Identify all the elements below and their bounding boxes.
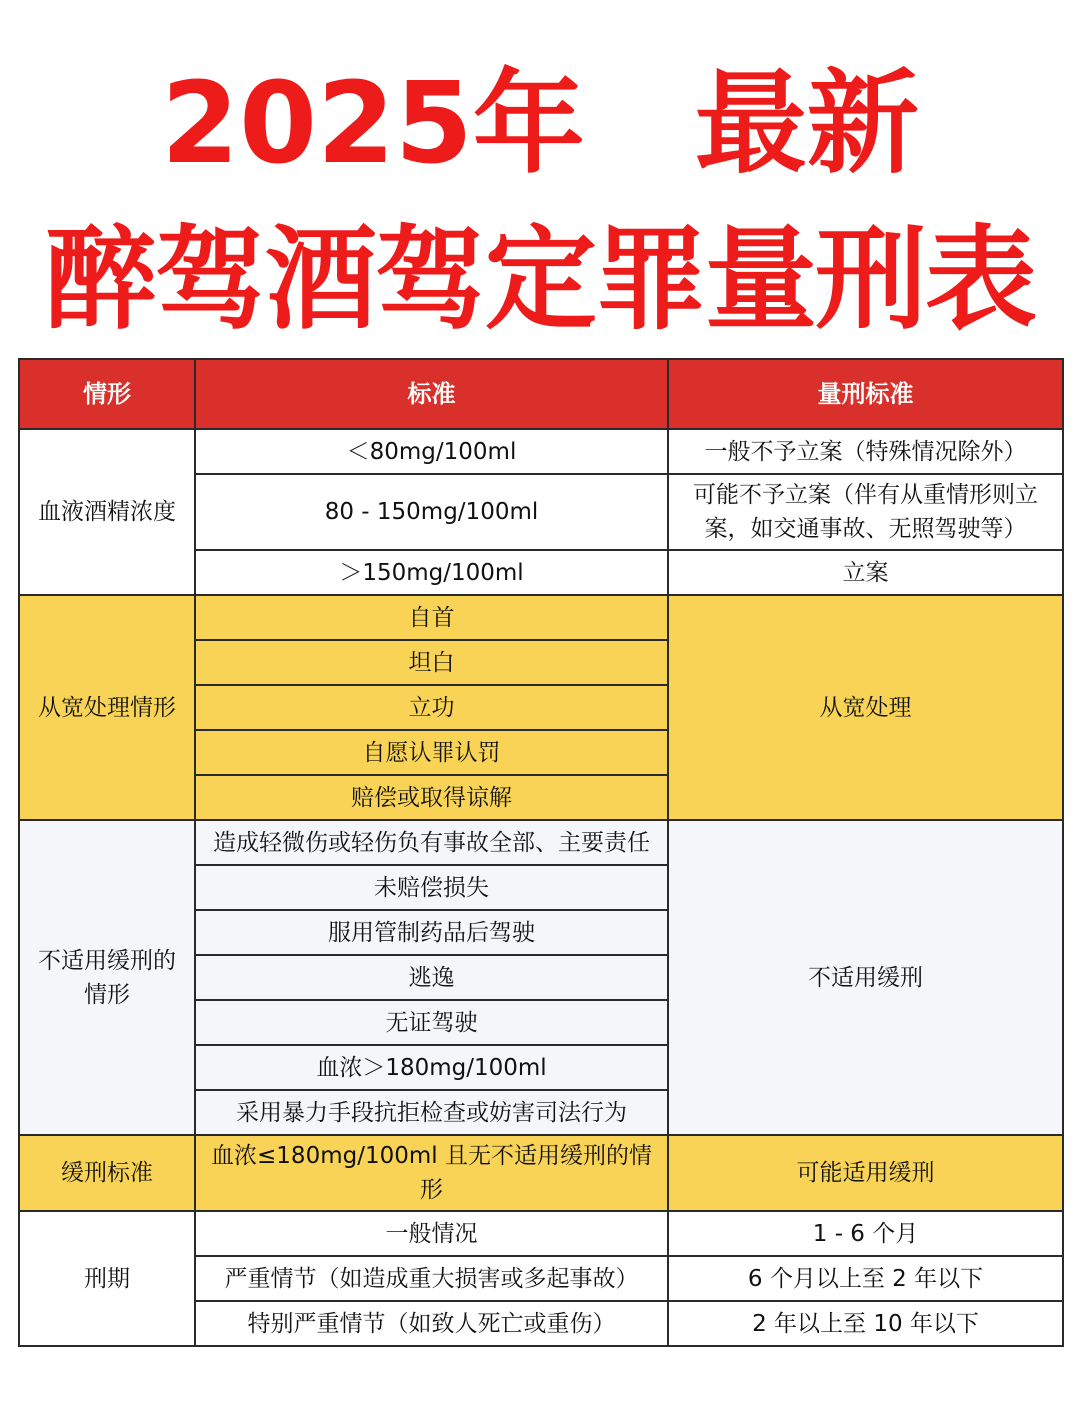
standard-cell: 立功 bbox=[195, 685, 668, 730]
table-row bbox=[19, 429, 1063, 474]
sentence-cell: 从宽处理 bbox=[668, 595, 1063, 820]
table-row bbox=[19, 1211, 1063, 1256]
standard-cell: ＞150mg/100ml bbox=[195, 550, 668, 595]
standard-cell: 自愿认罪认罚 bbox=[195, 730, 668, 775]
sentence-cell: 可能适用缓刑 bbox=[668, 1135, 1063, 1211]
table-row bbox=[19, 1135, 1063, 1211]
standard-cell: 造成轻微伤或轻伤负有事故全部、主要责任 bbox=[195, 820, 668, 865]
standard-cell: 未赔偿损失 bbox=[195, 865, 668, 910]
standard-cell: ＜80mg/100ml bbox=[195, 429, 668, 474]
standard-cell: 服用管制药品后驾驶 bbox=[195, 910, 668, 955]
page-title-line-1 bbox=[0, 59, 1080, 189]
standard-cell: 采用暴力手段抗拒检查或妨害司法行为 bbox=[195, 1090, 668, 1135]
category-cell: 血液酒精浓度 bbox=[19, 429, 195, 595]
standard-cell: 逃逸 bbox=[195, 955, 668, 1000]
standard-cell: 赔偿或取得谅解 bbox=[195, 775, 668, 820]
standard-cell: 特别严重情节（如致人死亡或重伤） bbox=[195, 1301, 668, 1346]
table-row bbox=[19, 595, 1063, 640]
sentence-cell: 不适用缓刑 bbox=[668, 820, 1063, 1135]
standard-cell: 血浓＞180mg/100ml bbox=[195, 1045, 668, 1090]
category-cell: 从宽处理情形 bbox=[19, 595, 195, 820]
standard-cell: 80 - 150mg/100ml bbox=[195, 474, 668, 550]
category-cell: 不适用缓刑的情形 bbox=[19, 820, 195, 1135]
header-sentence: 量刑标准 bbox=[668, 359, 1063, 429]
sentence-cell: 6 个月以上至 2 年以下 bbox=[668, 1256, 1063, 1301]
table-header-row bbox=[19, 359, 1063, 429]
title-newest: 最新 bbox=[694, 59, 919, 189]
table-row bbox=[19, 820, 1063, 865]
sentence-cell: 2 年以上至 10 年以下 bbox=[668, 1301, 1063, 1346]
sentence-cell: 一般不予立案（特殊情况除外） bbox=[668, 429, 1063, 474]
page-title-line-2: 醉驾酒驾定罪量刑表 bbox=[45, 215, 1035, 345]
standard-cell: 自首 bbox=[195, 595, 668, 640]
standard-cell: 无证驾驶 bbox=[195, 1000, 668, 1045]
title-year: 2025年 bbox=[161, 59, 585, 189]
category-cell: 缓刑标准 bbox=[19, 1135, 195, 1211]
standard-cell: 严重情节（如造成重大损害或多起事故） bbox=[195, 1256, 668, 1301]
header-situation: 情形 bbox=[19, 359, 195, 429]
standard-cell: 血浓≤180mg/100ml 且无不适用缓刑的情形 bbox=[195, 1135, 668, 1211]
sentence-cell: 可能不予立案（伴有从重情形则立案，如交通事故、无照驾驶等） bbox=[668, 474, 1063, 550]
sentence-cell: 1 - 6 个月 bbox=[668, 1211, 1063, 1256]
category-cell: 刑期 bbox=[19, 1211, 195, 1346]
standard-cell: 坦白 bbox=[195, 640, 668, 685]
sentence-cell: 立案 bbox=[668, 550, 1063, 595]
standard-cell: 一般情况 bbox=[195, 1211, 668, 1256]
sentencing-table bbox=[18, 358, 1064, 1347]
header-standard: 标准 bbox=[195, 359, 668, 429]
